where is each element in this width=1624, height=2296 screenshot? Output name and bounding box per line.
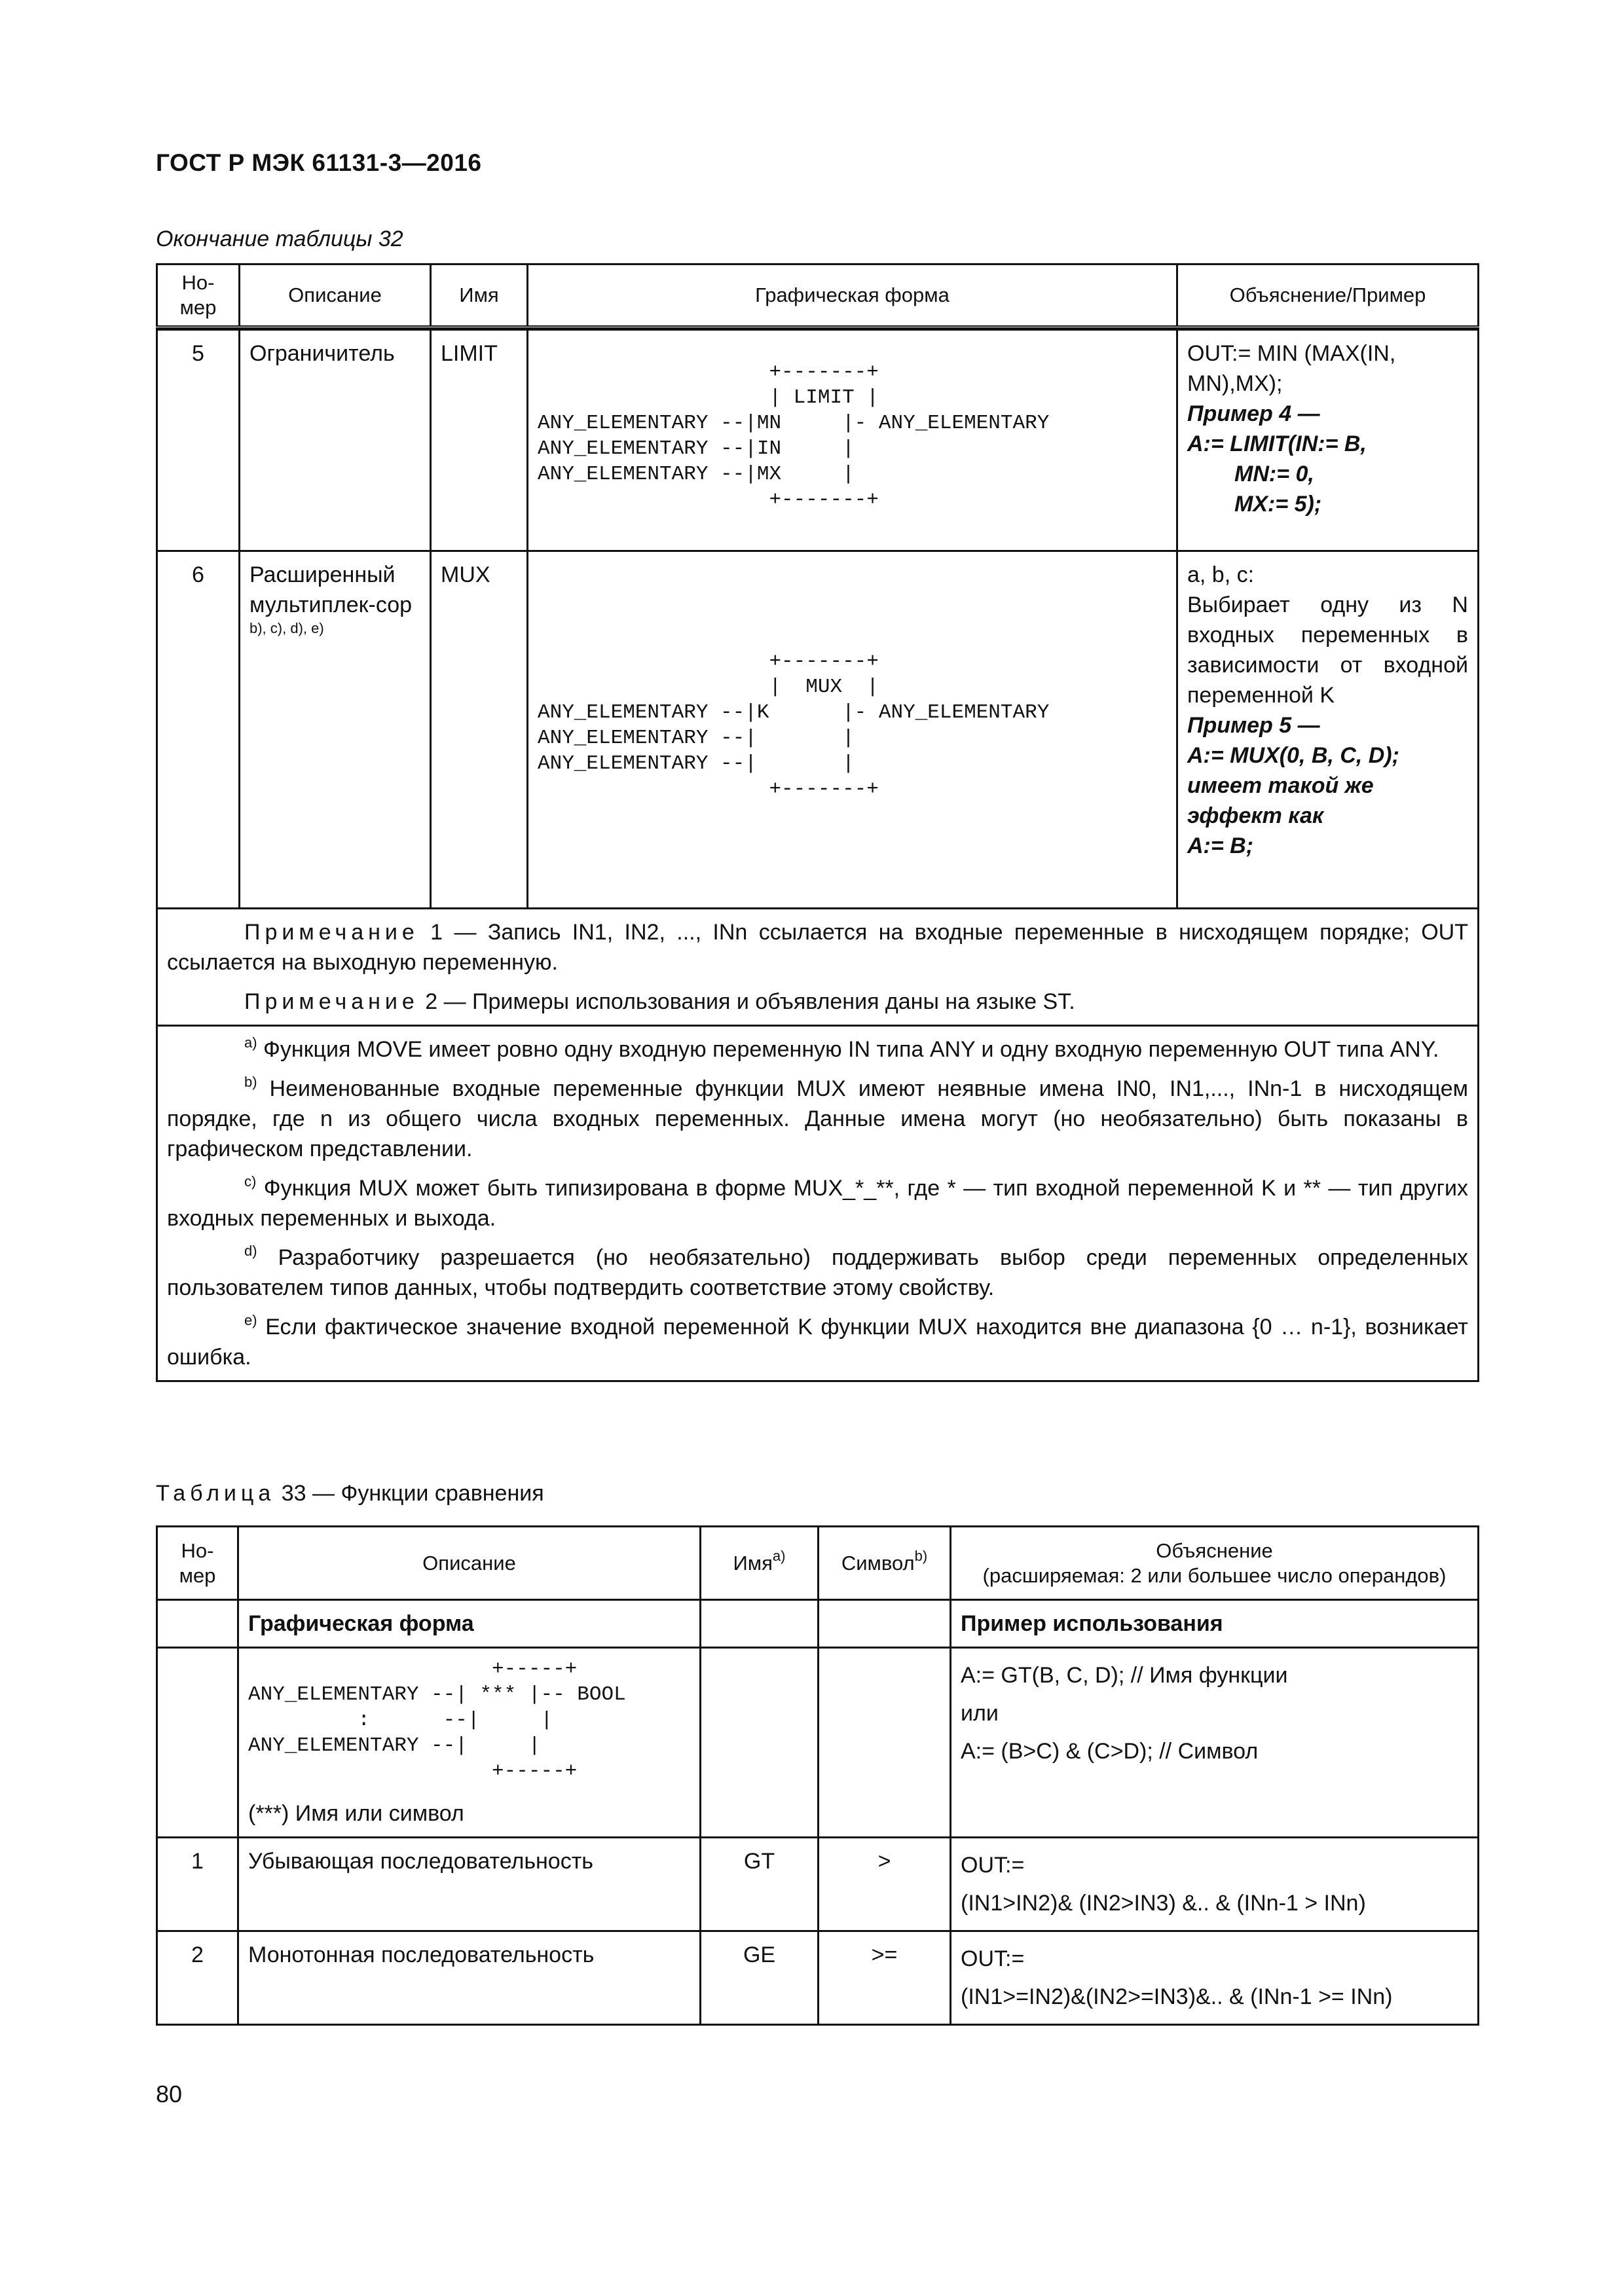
footnote-e [167, 1312, 1468, 1372]
col-header-graphic-form: Графическая форма [528, 264, 1177, 327]
document-header: ГОСТ Р МЭК 61131-3—2016 [156, 149, 482, 176]
explanation-line: OUT:= [961, 1853, 1025, 1878]
row-description [240, 551, 431, 909]
diagram-note: (***) Имя или символ [248, 1801, 464, 1826]
col-header-symbol-text: Символ [841, 1551, 915, 1575]
row-number: 1 [157, 1838, 238, 1931]
row-description-text: Расширенный мультиплек-сор [249, 562, 413, 617]
row-symbol: > [819, 1838, 951, 1931]
note-text: 2 — Примеры использования и объявления даны на языке ST. [418, 989, 1075, 1014]
example-code-line: A:= LIMIT(IN:= B, [1187, 431, 1367, 456]
example-code-line: A:= MUX(0, B, C, D); [1187, 743, 1399, 768]
table-row [157, 551, 1479, 909]
explanation-line: OUT:= [961, 1946, 1025, 1971]
note-label: Примечание [244, 989, 419, 1014]
graphic-form-cell [528, 551, 1177, 909]
example-label: Пример 4 — [1187, 401, 1320, 426]
col-header-explanation [951, 1527, 1479, 1600]
footnote-mark: b) [244, 1074, 257, 1090]
footnote-d [167, 1243, 1468, 1303]
footnote-refs: b), c), d), e) [249, 620, 324, 636]
table-33-caption [156, 1481, 544, 1506]
row-name: MUX [431, 551, 528, 909]
example-code-line: A:= B; [1187, 833, 1254, 858]
row-symbol: >= [819, 1931, 951, 2025]
graphic-form-cell [238, 1648, 701, 1838]
note-2 [167, 987, 1468, 1017]
example-code-line: имеет такой же эффект как [1187, 773, 1374, 828]
footnote-mark: e) [244, 1312, 257, 1328]
col-header-explanation-line2: (расширяемая: 2 или большее число операндов) [982, 1563, 1447, 1587]
table-row [157, 1931, 1479, 2025]
mux-block-diagram: +-------+ | MUX | ANY_ELEMENTARY --|K |- ANY_ELEMENTARY ANY_ELEMENTARY --| | ANY_ELEMENTARY --| | +-------+ [538, 650, 1050, 801]
explanation-text: OUT:= MIN (MAX(IN, MN),MX); [1187, 341, 1396, 396]
usage-example-line: A:= (B>C) & (C>D); // Символ [961, 1739, 1259, 1764]
row-description: Ограничитель [240, 330, 431, 551]
notes-cell [157, 909, 1479, 1026]
col-header-name: Имя [431, 264, 528, 327]
row-explanation [951, 1838, 1479, 1931]
row-name: GE [701, 1931, 819, 2025]
row-explanation [951, 1931, 1479, 2025]
footnote-ref: b) [914, 1547, 928, 1564]
empty-cell [819, 1600, 951, 1648]
footnotes-row [157, 1026, 1479, 1381]
graphic-form-cell [528, 330, 1177, 551]
row-number: 5 [157, 330, 240, 551]
example-code-line: MN:= 0, [1234, 462, 1314, 486]
caption-title: 33 — Функции сравнения [275, 1481, 544, 1506]
row-description: Убывающая последовательность [238, 1838, 701, 1931]
footnote-b [167, 1074, 1468, 1164]
row-number: 6 [157, 551, 240, 909]
usage-example-line: A:= GT(B, C, D); // Имя функции [961, 1663, 1288, 1688]
footnotes-cell [157, 1026, 1479, 1381]
col-header-name-text: Имя [733, 1551, 773, 1575]
footnote-text: Разработчику разрешается (но необязательно) поддерживать выбор среди переменных определенных пользователем типов данных, чтобы подтвердить соответствие этому свойству. [167, 1245, 1468, 1300]
empty-cell [157, 1600, 238, 1648]
explanation-text: Выбирает одну из N входных переменных в зависимости от входной переменной K [1187, 592, 1468, 708]
row-number: 2 [157, 1931, 238, 2025]
explanation-line: (IN1>IN2)& (IN2>IN3) &.. & (INn-1 > INn) [961, 1891, 1366, 1916]
usage-example-cell [951, 1648, 1479, 1838]
col-header-explanation-line1: Объяснение [1156, 1539, 1273, 1562]
col-header-description: Описание [238, 1527, 701, 1600]
footnote-text: Функция MUX может быть типизирована в форме MUX_*_**, где * — тип входной переменной K и ** — тип других входных переменных и выхода. [167, 1176, 1468, 1231]
subheader-graphic-form: Графическая форма [238, 1600, 701, 1648]
table-header-row [157, 1527, 1479, 1600]
footnote-mark: a) [244, 1034, 257, 1051]
limit-block-diagram: +-------+ | LIMIT | ANY_ELEMENTARY --|MN |- ANY_ELEMENTARY ANY_ELEMENTARY --|IN | ANY_ELEMENTARY --|MX | +-------+ [538, 361, 1050, 511]
col-header-description: Описание [240, 264, 431, 327]
explanation-cell [1177, 551, 1479, 909]
row-description: Монотонная последовательность [238, 1931, 701, 2025]
note-text: 1 — Запись IN1, IN2, ..., INn ссылается на входные переменные в нисходящем порядке; OUT ссылается на выходную переменную. [167, 920, 1468, 975]
caption-label: Таблица [156, 1481, 276, 1506]
footnote-text: Неименованные входные переменные функции MUX имеют неявные имена IN0, IN1,..., INn-1 в нисходящем порядке, где n из общего числа входных переменных. Данные имена могут (но необязательно) быть показаны в графическом представлении. [167, 1076, 1468, 1161]
note-1 [167, 917, 1468, 977]
row-name: GT [701, 1838, 819, 1931]
explanation-cell [1177, 330, 1479, 551]
explanation-text: a, b, c: [1187, 562, 1255, 587]
notes-row [157, 909, 1479, 1026]
footnote-a [167, 1034, 1468, 1065]
col-header-symbol [819, 1527, 951, 1600]
table-32 [156, 263, 1479, 1382]
comparison-block-diagram: +-----+ ANY_ELEMENTARY --| *** |-- BOOL : --| | ANY_ELEMENTARY --| | +-----+ [248, 1658, 626, 1783]
col-header-number: Но- мер [157, 264, 240, 327]
example-code-line: MX:= 5); [1234, 492, 1322, 517]
footnote-text: Если фактическое значение входной переменной K функции MUX находится вне диапазона {0 … n-1}, возникает ошибка. [167, 1315, 1468, 1370]
col-header-number: Но- мер [157, 1527, 238, 1600]
footnote-ref: a) [772, 1547, 786, 1564]
empty-cell [701, 1648, 819, 1838]
example-label: Пример 5 — [1187, 713, 1320, 738]
col-header-name [701, 1527, 819, 1600]
empty-cell [819, 1648, 951, 1838]
note-label: Примечание [244, 920, 419, 945]
footnote-mark: d) [244, 1243, 257, 1259]
footnote-mark: c) [244, 1173, 257, 1190]
subheader-usage-example: Пример использования [951, 1600, 1479, 1648]
table-33 [156, 1525, 1479, 2026]
empty-cell [157, 1648, 238, 1838]
table-header-row [157, 264, 1479, 327]
table-row [157, 1838, 1479, 1931]
footnote-c [167, 1173, 1468, 1233]
graphic-form-row [157, 1648, 1479, 1838]
empty-cell [701, 1600, 819, 1648]
col-header-explanation: Объяснение/Пример [1177, 264, 1479, 327]
row-name: LIMIT [431, 330, 528, 551]
explanation-line: (IN1>=IN2)&(IN2>=IN3)&.. & (INn-1 >= INn) [961, 1984, 1393, 2009]
footnote-text: Функция MOVE имеет ровно одну входную переменную IN типа ANY и одну входную переменную OUT типа ANY. [257, 1037, 1439, 1062]
usage-example-line: или [961, 1701, 999, 1726]
page-number: 80 [156, 2081, 183, 2107]
table-continuation-caption: Окончание таблицы 32 [156, 227, 403, 251]
table-row [157, 330, 1479, 551]
subheader-row [157, 1600, 1479, 1648]
